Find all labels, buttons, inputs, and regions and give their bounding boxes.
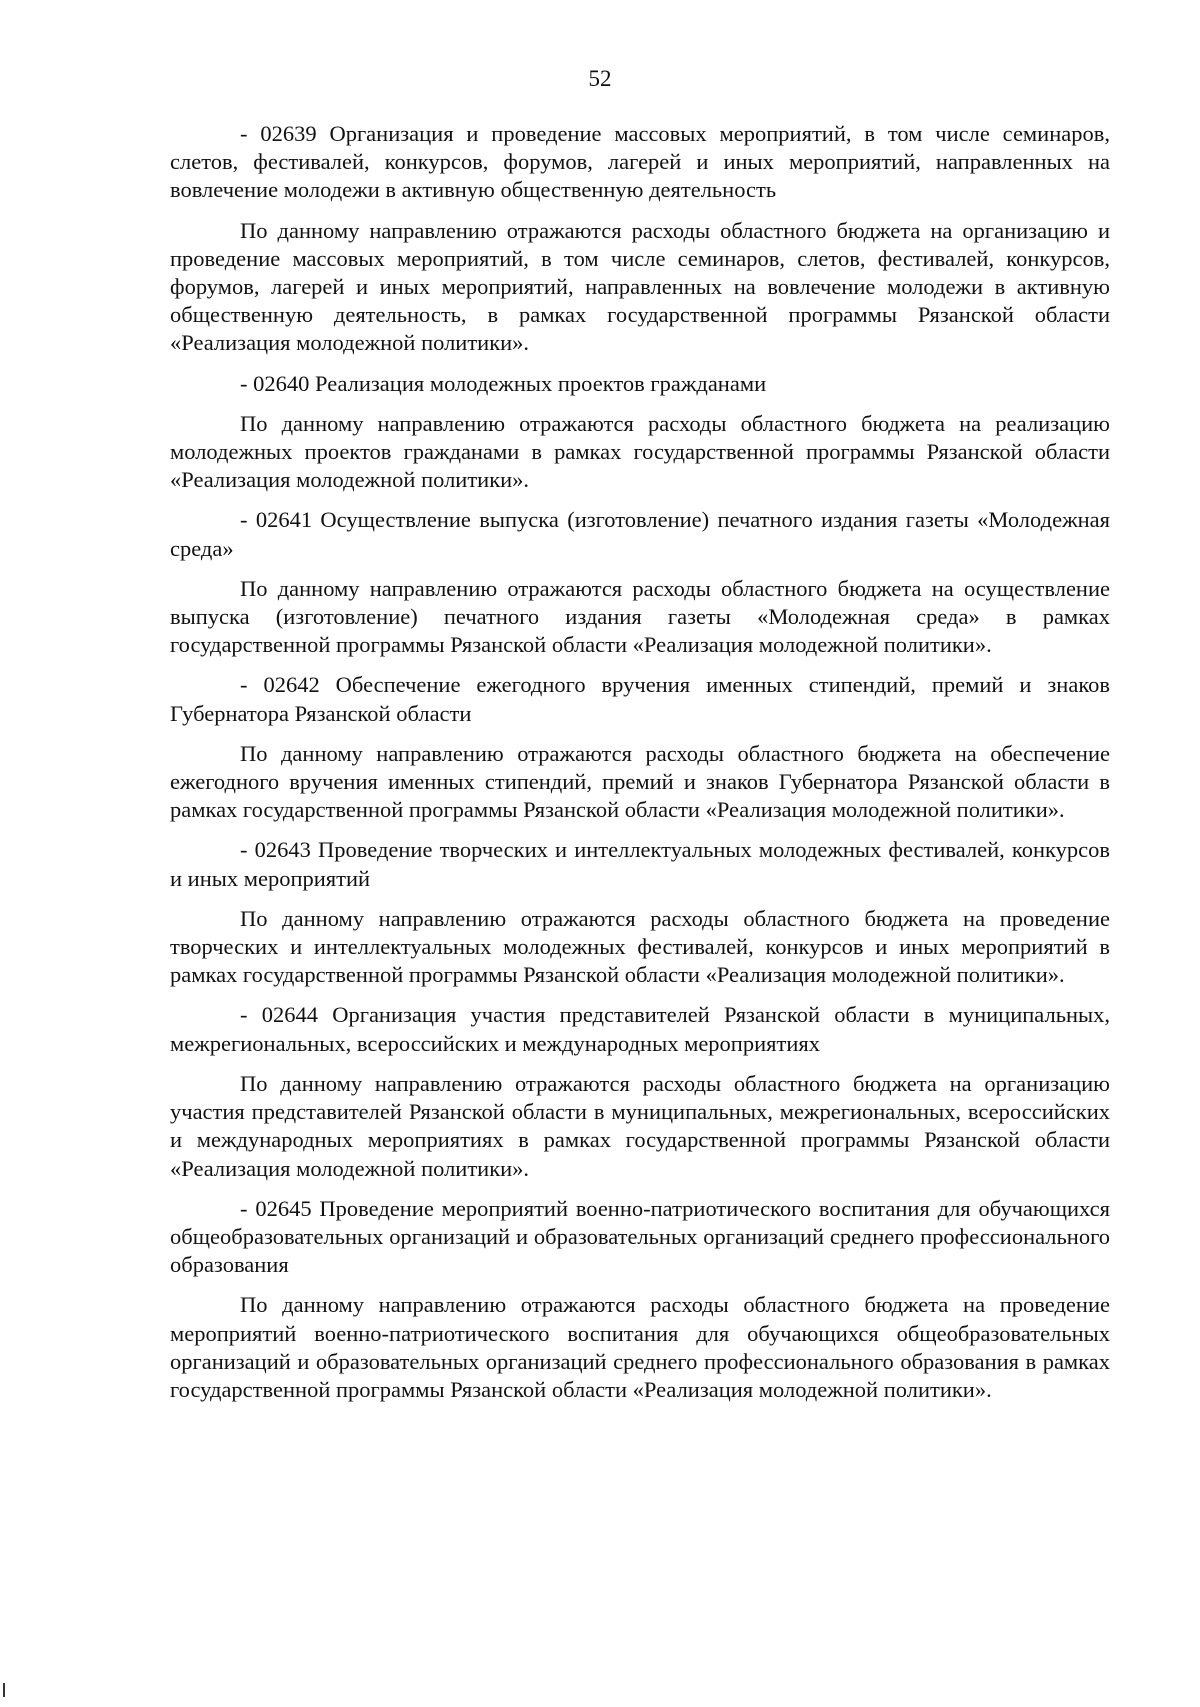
section-description-02643: По данному направлению отражаются расходы областного бюджета на проведение творческих и интеллектуальных молодежных фестивалей, конкурсов и иных мероприятий в рамках государственной программы Рязанской области «Реализация молодежной политики». <box>170 905 1110 988</box>
section-description-02645: По данному направлению отражаются расходы областного бюджета на проведение мероприятий военно-патриотического воспитания для обучающихся общеобразовательных организаций и образовательных организаций среднего профессионального образования в рамках государственной программы Рязанской области «Реализация молодежной политики». <box>170 1292 1110 1402</box>
page-number: 52 <box>588 66 612 91</box>
section-description-02642: По данному направлению отражаются расходы областного бюджета на обеспечение ежегодного вручения именных стипендий, премий и знаков Губернатора Рязанской области в рамках государственной программы Рязанской области «Реализация молодежной политики». <box>170 740 1110 823</box>
section-heading-02645: - 02645 Проведение мероприятий военно-патриотического воспитания для обучающихся общеобразовательных организаций и образовательных организаций среднего профессионального образования <box>170 1195 1110 1278</box>
section-heading-02641: - 02641 Осуществление выпуска (изготовление) печатного издания газеты «Молодежная среда» <box>170 507 1110 561</box>
section-heading-02642: - 02642 Обеспечение ежегодного вручения именных стипендий, премий и знаков Губернатора Рязанской области <box>170 672 1110 726</box>
section-description-02640: По данному направлению отражаются расходы областного бюджета на реализацию молодежных проектов гражданами в рамках государственной программы Рязанской области «Реализация молодежной политики». <box>170 410 1110 493</box>
section-description-02641: По данному направлению отражаются расходы областного бюджета на осуществление выпуска (изготовление) печатного издания газеты «Молодежная среда» в рамках государственной программы Рязанской области «Реализация молодежной политики». <box>170 575 1110 658</box>
document-body <box>170 120 1110 1416</box>
section-heading-02643: - 02643 Проведение творческих и интеллектуальных молодежных фестивалей, конкурсов и иных мероприятий <box>170 837 1110 891</box>
section-heading-02639: - 02639 Организация и проведение массовых мероприятий, в том числе семинаров, слетов, фестивалей, конкурсов, форумов, лагерей и иных мероприятий, направленных на вовлечение молодежи в активную общественную деятельность <box>170 121 1110 203</box>
section-description-02644: По данному направлению отражаются расходы областного бюджета на организацию участия представителей Рязанской области в муниципальных, межрегиональных, всероссийских и международных мероприятиях в рамках государственной программы Рязанской области «Реализация молодежной политики». <box>170 1070 1110 1181</box>
section-heading-02644: - 02644 Организация участия представителей Рязанской области в муниципальных, межрегиональных, всероссийских и международных мероприятиях <box>170 1002 1110 1056</box>
scan-edge-mark <box>3 1683 5 1697</box>
section-description-02639: По данному направлению отражаются расходы областного бюджета на организацию и проведение массовых мероприятий, в том числе семинаров, слетов, фестивалей, конкурсов, форумов, лагерей и иных мероприятий, направленных на вовлечение молодежи в активную общественную деятельность, в рамках государственной программы Рязанской области «Реализация молодежной политики». <box>170 217 1110 356</box>
section-heading-02640: - 02640 Реализация молодежных проектов гражданами <box>240 370 767 396</box>
